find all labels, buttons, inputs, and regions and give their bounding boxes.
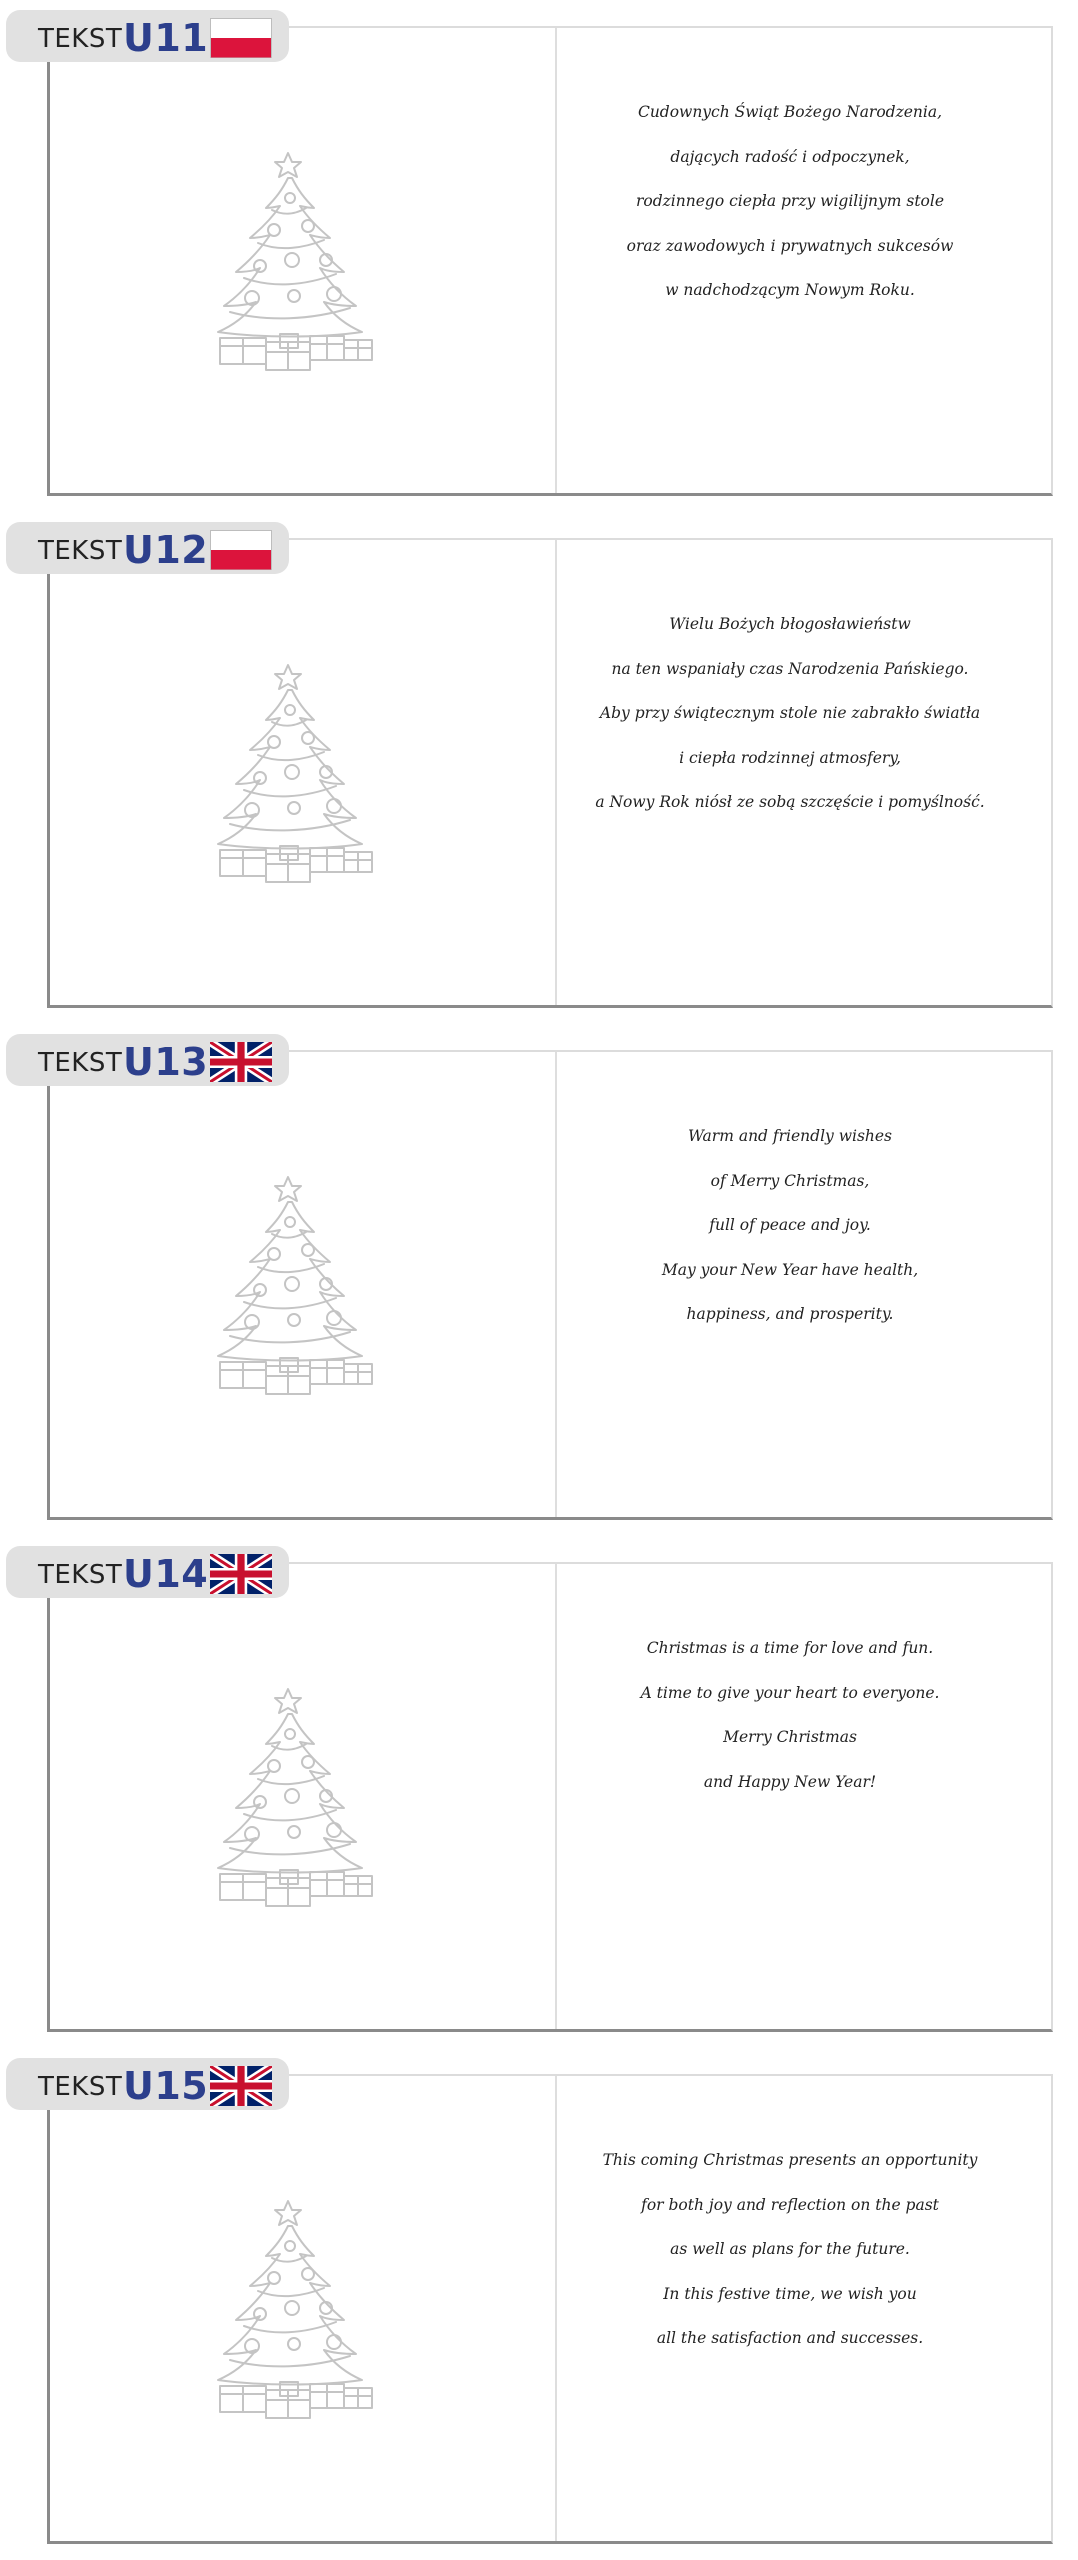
greeting-line: na ten wspaniały czas Narodzenia Pańskiego. (611, 659, 969, 678)
card-frame (47, 538, 1053, 1008)
greeting-line: i ciepła rodzinnej atmosfery, (679, 748, 901, 767)
text-label-badge (6, 10, 289, 62)
label-prefix: TEKST (38, 1560, 123, 1590)
label-code: U13 (123, 1040, 209, 1084)
greeting-line: of Merry Christmas, (710, 1171, 870, 1190)
poland-flag-icon (210, 18, 272, 58)
christmas-tree-icon (200, 2196, 390, 2426)
greeting-line: Christmas is a time for love and fun. (646, 1639, 934, 1657)
card-fold-line (555, 1052, 557, 1517)
greeting-line: w nadchodzącym Nowym Roku. (665, 281, 915, 299)
greeting-line: rodzinnego ciepła przy wigilijnym stole (635, 192, 945, 210)
greeting-line: A time to give your heart to everyone. (640, 1683, 940, 1702)
christmas-tree-icon (200, 148, 390, 378)
card-fold-line (555, 1564, 557, 2029)
greeting-line: as well as plans for the future. (670, 2240, 910, 2258)
label-code: U15 (123, 2064, 209, 2108)
label-code: U14 (123, 1552, 209, 1596)
label-prefix: TEKST (38, 1048, 123, 1078)
label-prefix: TEKST (38, 2072, 123, 2102)
text-label-badge (6, 522, 289, 574)
greeting-line: a Nowy Rok niósł ze sobą szczęście i pomyślność. (595, 793, 985, 811)
greeting-line: May your New Year have health, (661, 1260, 919, 1279)
greeting-card-u11 (0, 0, 1078, 500)
greeting-card-u14 (0, 1536, 1078, 2036)
christmas-tree-icon (200, 660, 390, 890)
uk-flag-icon (210, 1554, 272, 1594)
greeting-line: for both joy and reflection on the past (641, 2195, 939, 2214)
card-frame (47, 26, 1053, 496)
greeting-text (590, 1114, 990, 1337)
greeting-line: Warm and friendly wishes (687, 1127, 893, 1145)
greeting-card-u13 (0, 1024, 1078, 1524)
card-frame (47, 2074, 1053, 2544)
greeting-text (590, 1626, 990, 1804)
greeting-line: This coming Christmas presents an opportunity (602, 2151, 978, 2169)
text-label-badge (6, 1034, 289, 1086)
greeting-line: Merry Christmas (723, 1728, 857, 1746)
greeting-line: In this festive time, we wish you (663, 2284, 917, 2303)
greeting-line: and Happy New Year! (703, 1772, 877, 1791)
text-label-badge (6, 1546, 289, 1598)
label-prefix: TEKST (38, 536, 123, 566)
poland-flag-icon (210, 530, 272, 570)
card-fold-line (555, 540, 557, 1005)
greeting-line: happiness, and prosperity. (686, 1305, 894, 1323)
greeting-line: Cudownych Świąt Bożego Narodzenia, (637, 103, 943, 121)
card-frame (47, 1562, 1053, 2032)
card-fold-line (555, 28, 557, 493)
greeting-card-u12 (0, 512, 1078, 1012)
card-frame (47, 1050, 1053, 1520)
greeting-line: Aby przy świątecznym stole nie zabrakło światła (599, 704, 981, 722)
christmas-tree-icon (200, 1172, 390, 1402)
greeting-card-u15 (0, 2048, 1078, 2548)
uk-flag-icon (210, 2066, 272, 2106)
greeting-text (590, 2138, 990, 2361)
greeting-text (590, 602, 990, 825)
greeting-line: oraz zawodowych i prywatnych sukcesów (626, 236, 954, 255)
label-code: U12 (123, 528, 209, 572)
greeting-line: full of peace and joy. (709, 1216, 871, 1234)
uk-flag-icon (210, 1042, 272, 1082)
greeting-line: Wielu Bożych błogosławieństw (669, 615, 911, 633)
greeting-line: dających radość i odpoczynek, (670, 147, 910, 166)
label-prefix: TEKST (38, 24, 123, 54)
greeting-text (590, 90, 990, 313)
text-label-badge (6, 2058, 289, 2110)
christmas-tree-icon (200, 1684, 390, 1914)
card-fold-line (555, 2076, 557, 2541)
greeting-line: all the satisfaction and successes. (656, 2329, 924, 2347)
label-code: U11 (123, 16, 209, 60)
